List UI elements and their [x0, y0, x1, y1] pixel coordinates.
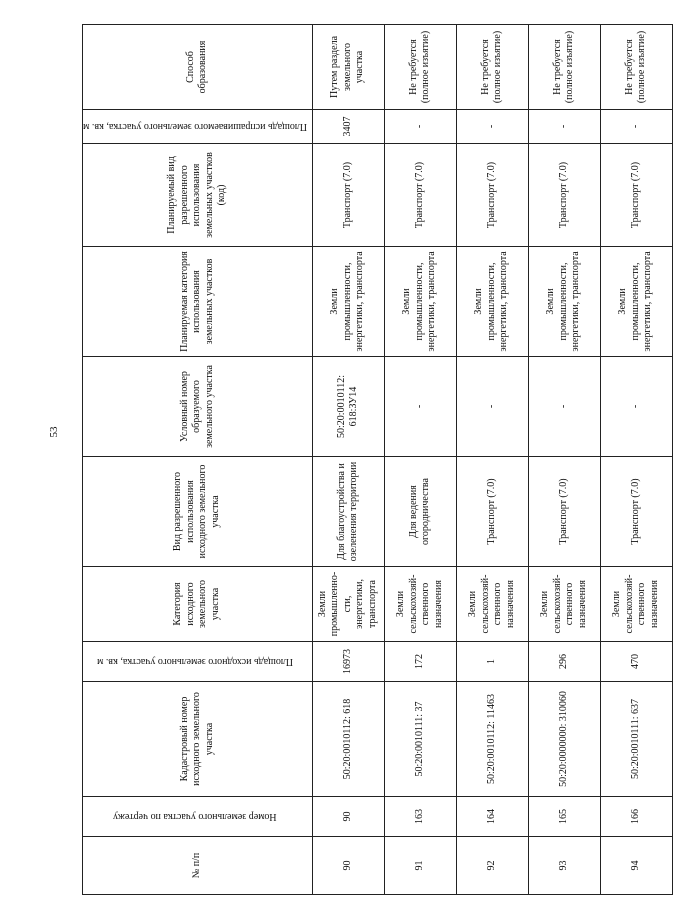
cell-seized-area: -: [600, 110, 672, 144]
cell-cadastral: 50:20:0000000: 310060: [528, 682, 600, 797]
header-cadastral: Кадастровый номер исходного земельного участка: [83, 682, 313, 797]
header-method: Способ образования: [83, 25, 313, 110]
header-src-use: Вид разрешенного использования исходного земельного участка: [83, 457, 313, 567]
cell-cond-num: -: [528, 357, 600, 457]
cell-plan-use: Транспорт (7.0): [384, 144, 456, 247]
cell-src-category: Земли сельскохозяй-ственного назначения: [528, 567, 600, 642]
cell-src-area: 296: [528, 642, 600, 682]
cell-plan-category: Земли промышленности, энергетики, транспорта: [384, 247, 456, 357]
rotated-table-container: [82, 25, 660, 895]
table-row: [312, 25, 384, 895]
cell-seized-area: -: [384, 110, 456, 144]
cell-num: 90: [312, 837, 384, 895]
header-row: [83, 25, 313, 895]
cell-plan-use: Транспорт (7.0): [600, 144, 672, 247]
cell-cadastral: 50:20:0010112: 618: [312, 682, 384, 797]
cell-method: Не требуется (полное изъятие): [456, 25, 528, 110]
header-src-area: Площадь исходного земельного участка, кв. м: [83, 642, 313, 682]
cell-method: Путем раздела земельного участка: [312, 25, 384, 110]
cell-cadastral: 50:20:0010112: 11463: [456, 682, 528, 797]
cell-plot-num: 166: [600, 797, 672, 837]
header-src-category: Категория исходного земельного участка: [83, 567, 313, 642]
table-row: [456, 25, 528, 895]
header-seized-area: Площадь испрашиваемого земельного участка, кв. м: [83, 110, 313, 144]
cell-method: Не требуется (полное изъятие): [384, 25, 456, 110]
cell-src-use: Для ведения огородничества: [384, 457, 456, 567]
cell-src-use: Для благоустройства и озеленения территории: [312, 457, 384, 567]
header-cond-num: Условный номер образуемого земельного участка: [83, 357, 313, 457]
cell-src-category: Земли сельскохозяй-ственного назначения: [384, 567, 456, 642]
cell-cadastral: 50:20:0010111: 637: [600, 682, 672, 797]
cell-src-category: Земли сельскохозяй-ственного назначения: [600, 567, 672, 642]
page-number: 53: [48, 426, 60, 438]
header-num: № п/п: [83, 837, 313, 895]
header-plan-category: Планируемая категория использования земельных участков: [83, 247, 313, 357]
cell-num: 94: [600, 837, 672, 895]
cell-plan-category: Земли промышленности, энергетики, транспорта: [456, 247, 528, 357]
table-row: [384, 25, 456, 895]
cell-src-use: Транспорт (7.0): [456, 457, 528, 567]
cell-src-category: Земли промышленно-сти, энергетики, транспорта: [312, 567, 384, 642]
cell-seized-area: -: [528, 110, 600, 144]
cell-src-use: Транспорт (7.0): [600, 457, 672, 567]
cell-cond-num: -: [600, 357, 672, 457]
cell-seized-area: -: [456, 110, 528, 144]
cell-method: Не требуется (полное изъятие): [600, 25, 672, 110]
cell-cond-num: -: [384, 357, 456, 457]
cell-seized-area: 3407: [312, 110, 384, 144]
cell-cond-num: 50:20:0010112: 618:ЗУ14: [312, 357, 384, 457]
table-row: [528, 25, 600, 895]
cell-plot-num: 163: [384, 797, 456, 837]
cell-src-category: Земли сельскохозяй-ственного назначения: [456, 567, 528, 642]
cell-num: 91: [384, 837, 456, 895]
land-plots-table: [82, 24, 673, 895]
header-plot-num: Номер земельного участка по чертежу: [83, 797, 313, 837]
cell-plan-use: Транспорт (7.0): [528, 144, 600, 247]
cell-method: Не требуется (полное изъятие): [528, 25, 600, 110]
cell-src-area: 172: [384, 642, 456, 682]
cell-src-use: Транспорт (7.0): [528, 457, 600, 567]
cell-num: 92: [456, 837, 528, 895]
cell-src-area: 1: [456, 642, 528, 682]
cell-plan-use: Транспорт (7.0): [456, 144, 528, 247]
cell-plot-num: 164: [456, 797, 528, 837]
cell-src-area: 16973: [312, 642, 384, 682]
cell-plot-num: 165: [528, 797, 600, 837]
cell-plan-category: Земли промышленности, энергетики, транспорта: [600, 247, 672, 357]
cell-src-area: 470: [600, 642, 672, 682]
cell-cond-num: -: [456, 357, 528, 457]
table-row: [600, 25, 672, 895]
header-plan-use: Планируемый вид разрешенного использования земельных участков (код): [83, 144, 313, 247]
cell-plan-use: Транспорт (7.0): [312, 144, 384, 247]
cell-cadastral: 50:20:0010111: 37: [384, 682, 456, 797]
cell-num: 93: [528, 837, 600, 895]
cell-plan-category: Земли промышленности, энергетики, транспорта: [528, 247, 600, 357]
cell-plan-category: Земли промышленности, энергетики, транспорта: [312, 247, 384, 357]
cell-plot-num: 90: [312, 797, 384, 837]
